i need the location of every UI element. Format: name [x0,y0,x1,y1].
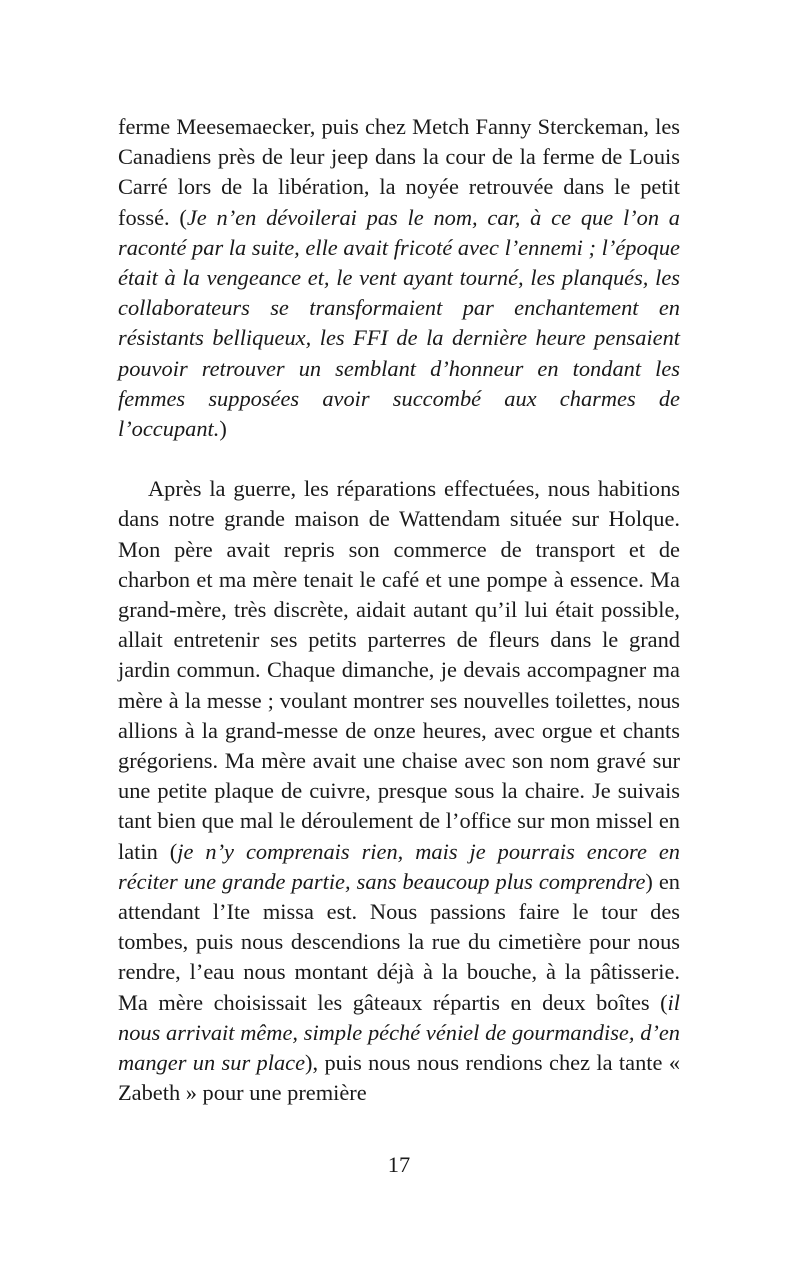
text-segment: ), puis nous nous rendions chez la tante « Zabeth » pour une première [118,1050,681,1106]
text-segment: ) [219,416,227,442]
page-number: 17 [387,1152,411,1177]
text-segment: ) en attendant l’Ite missa est. Nous passions faire le tour des tombes, puis nous descendions la rue du cimetière pour nous rendre, l’eau nous montant déjà à la bouche, à la pâtisserie. Ma mère choisissait les gâteaux répartis en deux boîtes ( [118,868,680,1015]
italic-aside: Je n’en dévoilerai pas le nom, car, à ce que l’on a raconté par la suite, elle avait fricoté avec l’ennemi ; l’époque était à la vengeance et, le vent ayant tourné, les planqués, les collaborateurs se transformaient par enchantement en résistants belliqueux, les FFI de la dernière heure pensaient pouvoir retrouver un semblant d’honneur en tondant les femmes supposées avoir succombé aux charmes de l’occupant. [118,204,680,442]
text-segment: Après la guerre, les réparations effectuées, nous habitions dans notre grande maison de Wattendam située sur Holque. Mon père avait repris son commerce de transport et de charbon et ma mère tenait le café et une pompe à essence. Ma grand-mère, très discrète, aidait autant qu’il lui était possible, allait entretenir ses petits parterres de fleurs dans le grand jardin commun. Chaque dimanche, je devais accompagner ma mère à la messe ; voulant montrer ses nouvelles toilettes, nous allions à la grand-messe de onze heures, avec orgue et chants grégoriens. Ma mère avait une chaise avec son nom gravé sur une petite plaque de cuivre, presque sous la chaire. Je suivais tant bien que mal le déroulement de l’office sur mon missel en latin ( [118,476,680,864]
book-page-body [118,112,680,1109]
text-segment: ferme Meesemaecker, puis chez Metch Fanny Sterckeman, les Canadiens près de leur jeep dans la cour de la ferme de Louis Carré lors de la libération, la noyée retrouvée dans le petit fossé. ( [118,114,680,230]
paragraph-after-the-war [118,474,680,1108]
paragraph-liberation-memories [118,112,680,444]
italic-aside: je n’y comprenais rien, mais je pourrais encore en réciter une grande partie, sans beaucoup plus comprendre [118,838,680,894]
italic-aside: il nous arrivait même, simple péché véniel de gourmandise, d’en manger un sur place [118,989,680,1076]
